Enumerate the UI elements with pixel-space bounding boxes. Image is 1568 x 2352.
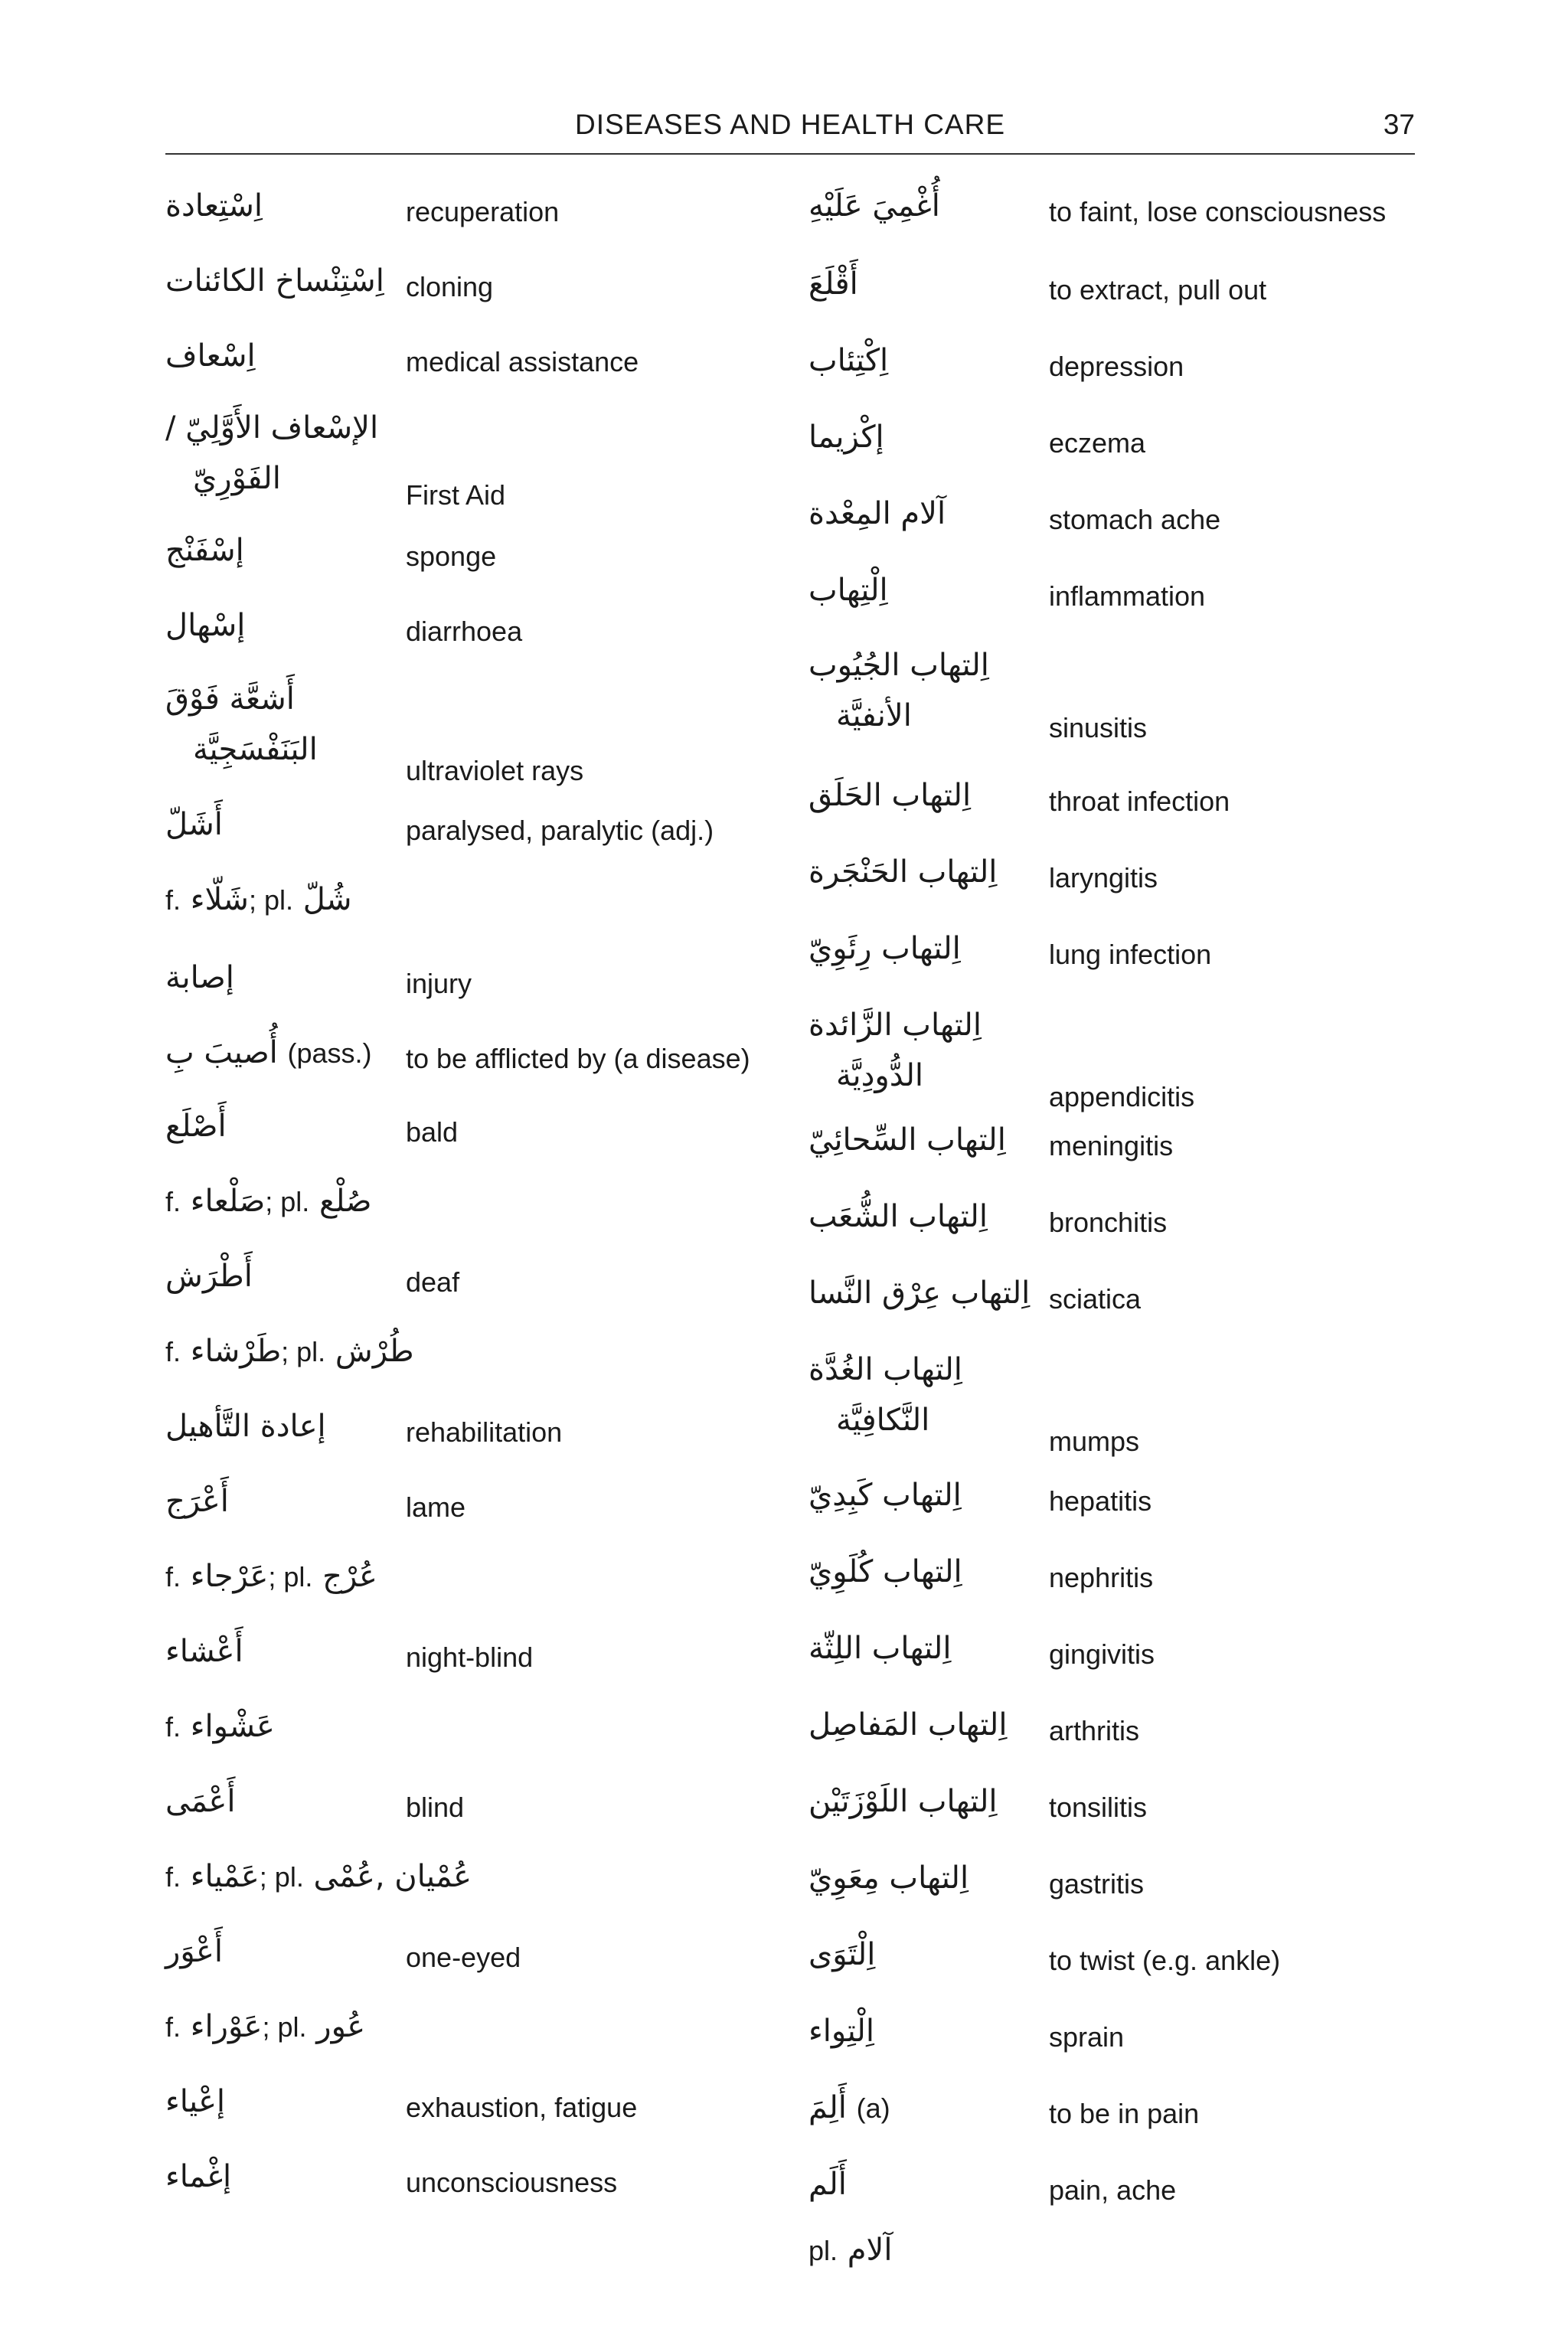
term-separator: ; pl. [262, 2011, 307, 2043]
arabic-term [808, 2090, 890, 2126]
arabic-word: أَعْرَج [165, 1484, 229, 1519]
arabic-term [808, 1784, 998, 1819]
arabic-term [165, 960, 234, 995]
english-translation: arthritis [1049, 1715, 1140, 1746]
arabic-plural: عُور [316, 2009, 366, 2044]
arabic-word: الأنفيَّة [836, 698, 912, 733]
arabic-term [165, 1409, 326, 1444]
english-translation: to faint, lose consciousness [1049, 196, 1387, 227]
arabic-feminine: عَوْراء [190, 2009, 263, 2044]
arabic-term [165, 263, 384, 299]
arabic-term [808, 420, 884, 455]
arabic-word: آلام [847, 2233, 893, 2268]
arabic-term [165, 1259, 253, 1294]
arabic-word: أَشَلّ [165, 807, 223, 842]
arabic-word: إصابة [165, 960, 234, 995]
arabic-term [165, 1334, 414, 1370]
arabic-term [808, 188, 940, 224]
arabic-word: اِلتهاب كَبِدِيّ [808, 1478, 962, 1513]
arabic-word: اِلتهاب اللِثّة [808, 1631, 952, 1666]
term-prefix: f. [165, 1561, 181, 1592]
arabic-word: اِكْتِئاب [808, 343, 889, 378]
term-separator: ; pl. [265, 1186, 310, 1217]
arabic-word: أُصيبَ بِ [165, 1035, 278, 1070]
arabic-term-continuation [836, 1403, 929, 1438]
arabic-term [808, 1478, 962, 1513]
arabic-word: اِسْتِنْساخ الكائنات [165, 263, 384, 299]
term-note: (a) [856, 2092, 890, 2124]
term-prefix: f. [165, 2011, 181, 2043]
term-prefix: pl. [808, 2235, 838, 2266]
english-translation: tonsilitis [1049, 1792, 1148, 1823]
arabic-term [165, 1484, 229, 1519]
arabic-word: أَطْرَش [165, 1259, 253, 1294]
arabic-term [165, 608, 245, 643]
arabic-term [808, 1631, 951, 1666]
arabic-term [808, 2014, 874, 2049]
english-translation: bronchitis [1049, 1207, 1168, 1238]
arabic-term [165, 2009, 365, 2045]
english-translation: pain, ache [1049, 2174, 1177, 2206]
arabic-word: اِلتهاب عِرْق النَّسا [808, 1276, 1031, 1311]
arabic-term [165, 807, 223, 842]
arabic-plural: عُمْيان ,عُمْى [313, 1859, 472, 1894]
arabic-term [165, 188, 263, 224]
arabic-word: إكْزيما [808, 420, 884, 455]
english-translation: night-blind [406, 1642, 534, 1673]
arabic-term [808, 496, 946, 531]
arabic-word: اِلتهاب الحَنْجَرة [808, 854, 998, 890]
arabic-term [808, 778, 971, 813]
arabic-term [808, 2167, 847, 2202]
arabic-term-continuation [193, 461, 281, 496]
arabic-word: الدُّودِيَّة [836, 1058, 924, 1093]
arabic-term [165, 1709, 275, 1745]
page-title: DISEASES AND HEALTH CARE [574, 109, 1006, 140]
english-translation: rehabilitation [406, 1416, 563, 1448]
arabic-plural: صُلْع [318, 1184, 372, 1219]
english-translation: meningitis [1049, 1130, 1174, 1161]
arabic-word: أَعْشاء [165, 1634, 243, 1669]
arabic-term [165, 1184, 371, 1220]
arabic-plural: عُرْج [322, 1559, 377, 1594]
english-translation: sprain [1049, 2021, 1125, 2053]
english-translation: to extract, pull out [1049, 274, 1267, 305]
english-translation: depression [1049, 351, 1184, 382]
english-translation: inflammation [1049, 580, 1206, 612]
english-translation: unconsciousness [406, 2167, 618, 2198]
arabic-word: أَعْمَى [165, 1784, 236, 1819]
arabic-feminine: صَلْعاء [190, 1184, 266, 1219]
arabic-term [808, 2233, 892, 2269]
arabic-term [165, 681, 295, 717]
arabic-term [165, 1109, 227, 1144]
english-translation: lame [406, 1491, 466, 1523]
english-translation: one-eyed [406, 1942, 521, 1973]
arabic-feminine: عَمْياء [190, 1859, 260, 1894]
english-translation: stomach ache [1049, 504, 1221, 535]
arabic-word: البَنَفْسَجِيَّة [193, 732, 318, 767]
english-translation: lung infection [1049, 939, 1212, 970]
english-translation: diarrhoea [406, 616, 523, 647]
arabic-word: اِلتهاب كُلَوِيّ [808, 1554, 962, 1589]
arabic-term [808, 648, 989, 683]
english-translation: sinusitis [1049, 712, 1148, 743]
arabic-word: إسْفَنْج [165, 533, 244, 568]
arabic-term [165, 882, 352, 918]
arabic-term [808, 1707, 1007, 1743]
arabic-word: اِلتهاب اللَوْزَتَيْن [808, 1784, 998, 1819]
arabic-word: أَصْلَع [165, 1109, 227, 1144]
arabic-term [808, 1937, 875, 1972]
arabic-word: اِلْتِواء [808, 2014, 874, 2049]
arabic-word: اِلتهاب مِعَوِيّ [808, 1860, 969, 1896]
english-translation: deaf [406, 1266, 460, 1298]
english-translation: paralysed, paralytic (adj.) [406, 815, 714, 846]
arabic-word: اِلتهاب الغُدَّة [808, 1352, 962, 1387]
arabic-term [808, 573, 888, 608]
term-separator: ; pl. [248, 884, 293, 916]
english-translation: gingivitis [1049, 1638, 1155, 1670]
arabic-feminine: شَلّاء [190, 882, 249, 917]
arabic-word: عَشْواء [190, 1709, 275, 1744]
arabic-word: آلام المِعْدة [808, 496, 946, 531]
english-translation: recuperation [406, 196, 560, 227]
arabic-term [165, 1859, 472, 1895]
arabic-term [808, 1276, 1030, 1311]
arabic-word: اِسْعاف [165, 338, 256, 374]
arabic-word: أَلِمَ [808, 2090, 847, 2125]
arabic-term [808, 931, 961, 966]
english-translation: medical assistance [406, 346, 639, 377]
arabic-term [808, 1860, 969, 1896]
english-translation: injury [406, 968, 472, 999]
arabic-plural: شُلّ [302, 882, 352, 917]
arabic-term [165, 410, 378, 446]
arabic-term [808, 266, 858, 302]
arabic-word: أَلَم [808, 2167, 847, 2202]
arabic-word: اِلتهاب الجُيُوب [808, 648, 989, 683]
arabic-word: اِلتهاب السِّحائِيّ [808, 1122, 1006, 1158]
english-translation: appendicitis [1049, 1081, 1195, 1112]
english-translation: hepatitis [1049, 1485, 1152, 1517]
english-translation: First Aid [406, 479, 506, 511]
arabic-word: أَعْوَر [165, 1934, 223, 1969]
arabic-word: اِلتهاب رِئَوِيّ [808, 931, 961, 966]
arabic-term [808, 1199, 988, 1234]
arabic-word: إغْماء [165, 2159, 232, 2194]
english-translation: sponge [406, 541, 497, 572]
arabic-term [808, 1554, 962, 1589]
arabic-term [808, 1008, 982, 1043]
english-translation: cloning [406, 271, 494, 302]
arabic-word: أَشعَّة فَوْقَ [165, 681, 295, 717]
arabic-term-continuation [836, 1058, 923, 1093]
term-separator: ; pl. [281, 1336, 326, 1367]
page-header [165, 104, 1415, 155]
arabic-term [808, 343, 888, 378]
english-translation: bald [406, 1116, 459, 1148]
arabic-term [165, 1784, 235, 1819]
term-prefix: f. [165, 1336, 181, 1367]
arabic-word: إعادة التَّأهيل [165, 1409, 326, 1444]
english-translation: exhaustion, fatigue [406, 2092, 638, 2123]
english-translation: blind [406, 1792, 465, 1823]
english-translation: mumps [1049, 1426, 1140, 1457]
arabic-word: اِسْتِعادة [165, 188, 263, 224]
arabic-feminine: عَرْجاء [190, 1559, 269, 1594]
arabic-word: أُغْمِيَ عَلَيْهِ [808, 188, 940, 224]
arabic-term [165, 2159, 231, 2194]
english-translation: to be in pain [1049, 2098, 1200, 2129]
arabic-plural: طُرْش [335, 1334, 414, 1369]
term-prefix: f. [165, 1861, 181, 1893]
english-translation: eczema [1049, 427, 1146, 459]
arabic-word: اِلتهاب الزَّائدة [808, 1008, 982, 1043]
english-translation: gastritis [1049, 1868, 1145, 1900]
arabic-term-continuation [193, 732, 318, 767]
term-separator: ; pl. [268, 1561, 313, 1592]
arabic-term [165, 1634, 243, 1669]
arabic-word: اِلتهاب الحَلَق [808, 778, 972, 813]
arabic-term [808, 1122, 1006, 1158]
arabic-word: اِلتهاب الشُّعَب [808, 1199, 988, 1234]
term-note: (pass.) [287, 1037, 372, 1069]
arabic-word: اِلتهاب المَفاصِل [808, 1707, 1008, 1743]
english-translation: nephritis [1049, 1562, 1154, 1593]
page-number: 37 [1383, 109, 1415, 140]
arabic-term-continuation [836, 698, 912, 733]
english-translation: laryngitis [1049, 862, 1158, 893]
term-separator: ; pl. [259, 1861, 304, 1893]
arabic-word: إسْهال [165, 608, 246, 643]
arabic-word: أَقْلَعَ [808, 266, 858, 302]
english-translation: to be afflicted by (a disease) [406, 1043, 750, 1074]
arabic-word: النَّكافِيَّة [836, 1403, 930, 1438]
arabic-word: اِلْتَوَى [808, 1937, 876, 1972]
arabic-term [808, 854, 997, 890]
arabic-word: الإسْعاف الأَوَّلِيّ / [165, 410, 379, 446]
arabic-word: اِلْتِهاب [808, 573, 888, 608]
arabic-feminine: طَرْشاء [190, 1334, 282, 1369]
arabic-term [808, 1352, 962, 1387]
arabic-word: إعْياء [165, 2084, 226, 2119]
arabic-term [165, 1035, 372, 1071]
term-prefix: f. [165, 1711, 181, 1743]
arabic-term [165, 2084, 225, 2119]
arabic-term [165, 1934, 223, 1969]
arabic-word: الفَوْرِيّ [193, 461, 281, 496]
english-translation: to twist (e.g. ankle) [1049, 1945, 1281, 1976]
arabic-term [165, 1559, 377, 1595]
arabic-term [165, 338, 256, 374]
arabic-term [165, 533, 244, 568]
english-translation: ultraviolet rays [406, 755, 584, 786]
term-prefix: f. [165, 884, 181, 916]
english-translation: throat infection [1049, 786, 1230, 817]
english-translation: sciatica [1049, 1283, 1142, 1315]
term-prefix: f. [165, 1186, 181, 1217]
